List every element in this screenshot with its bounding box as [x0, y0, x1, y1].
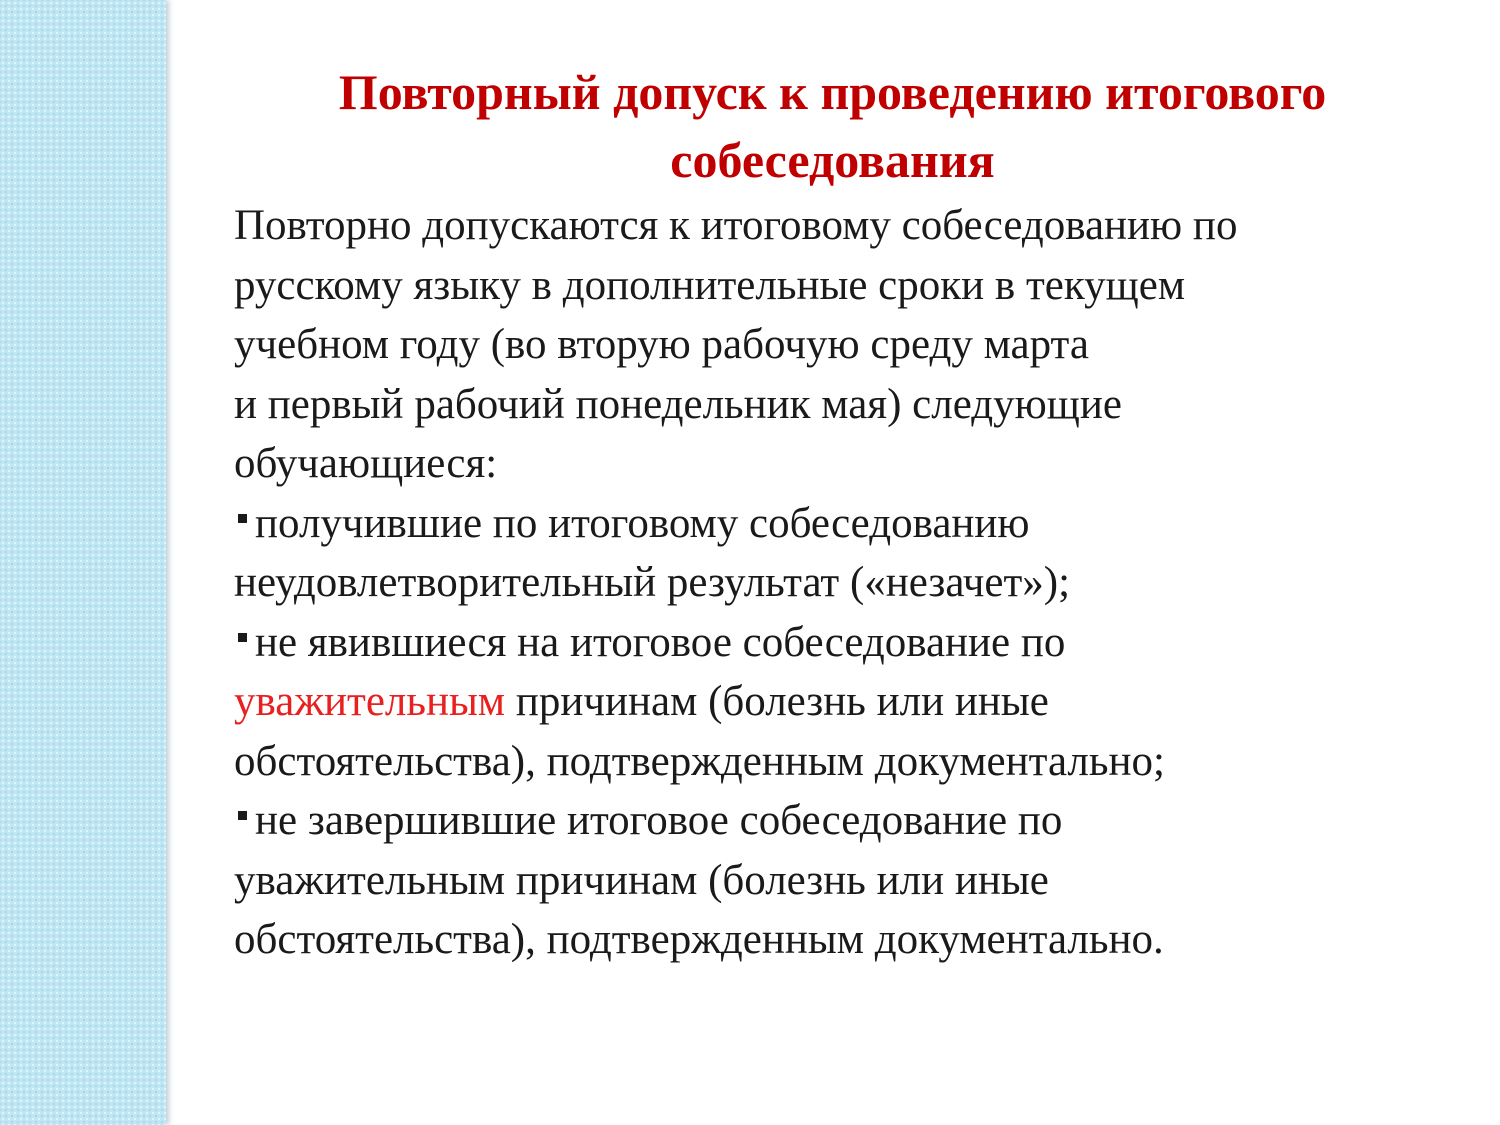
square-bullet-icon	[238, 633, 247, 642]
square-bullet-icon	[238, 514, 247, 523]
intro-line-5: обучающиеся:	[234, 440, 498, 487]
intro-line-2: русскому языку в дополнительные сроки в текущем	[234, 261, 1186, 309]
square-bullet-icon	[238, 811, 247, 820]
intro-line-4: и первый рабочий понедельник мая) следующие	[234, 380, 1122, 428]
decorative-side-strip	[0, 0, 166, 1125]
slide-title	[240, 58, 1425, 194]
intro-line-3: учебном году (во вторую рабочую среду марта	[234, 321, 1089, 368]
item-2-line-3: обстоятельства), подтвержденным документально;	[234, 737, 1165, 785]
item-3-line-3: обстоятельства), подтвержденным документально.	[234, 916, 1164, 963]
title-line-1: Повторный допуск к проведению итогового	[338, 64, 1327, 120]
slide-body	[234, 196, 1459, 970]
title-line-2: собеседования	[670, 132, 995, 188]
item-2-highlight: уважительным	[234, 678, 506, 725]
item-3-line-2: уважительным причинам (болезнь или иные	[234, 856, 1049, 904]
list-item	[234, 791, 1459, 970]
list-item	[234, 494, 1459, 613]
item-2-line-1: не явившиеся на итоговое собеседование по	[255, 618, 1066, 666]
list-item	[234, 613, 1459, 792]
intro-paragraph	[234, 196, 1459, 494]
item-1-line-2: неудовлетворительный результат («незачет»);	[234, 559, 1071, 606]
item-3-line-1: не завершившие итоговое собеседование по	[255, 797, 1063, 844]
item-2-line-2-rest: причинам (болезнь или иные	[505, 678, 1049, 725]
intro-line-1: Повторно допускаются к итоговому собеседованию по	[234, 202, 1238, 249]
item-1-line-1: получившие по итоговому собеседованию	[255, 499, 1030, 547]
